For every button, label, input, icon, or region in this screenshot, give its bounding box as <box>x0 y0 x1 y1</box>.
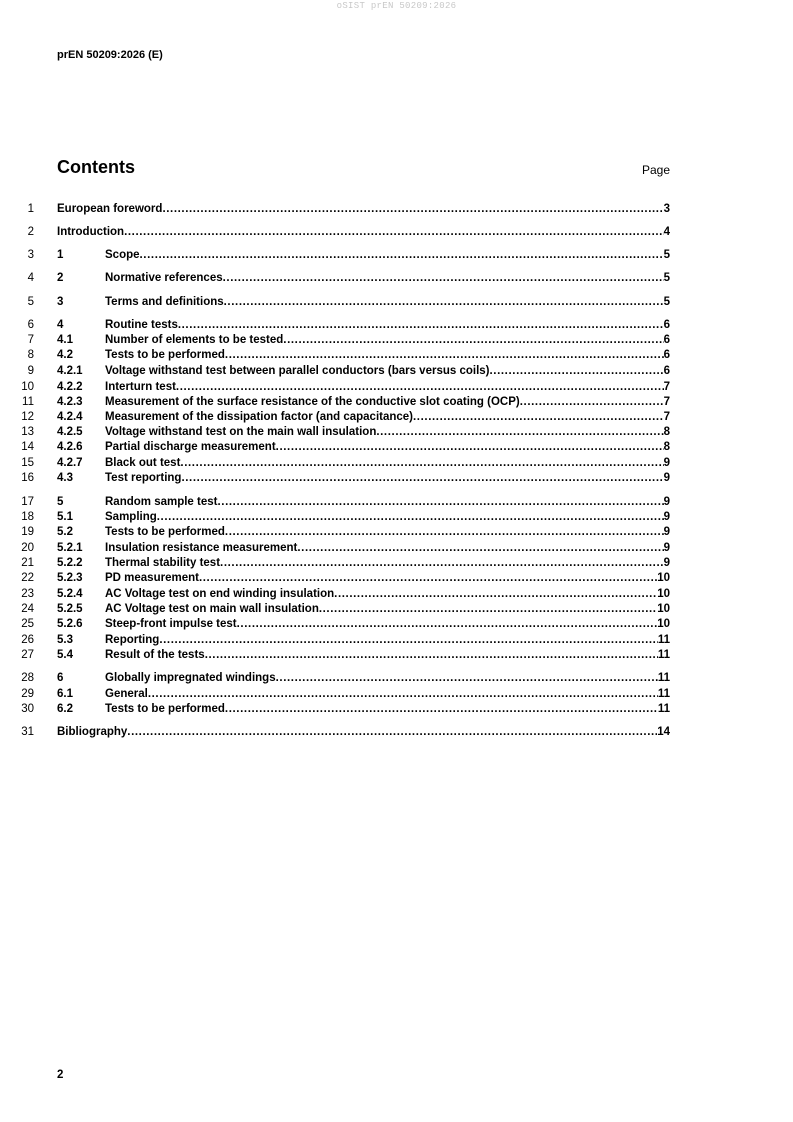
section-title: Insulation resistance measurement <box>105 542 298 554</box>
dot-leader <box>376 425 663 439</box>
section-title: Routine tests <box>105 319 178 331</box>
toc-entry[interactable] <box>0 556 793 570</box>
dot-leader <box>490 364 664 378</box>
dot-leader <box>225 525 664 539</box>
dot-leader <box>413 410 664 424</box>
page-reference: 9 <box>663 542 670 554</box>
toc-entry[interactable] <box>0 295 793 309</box>
page-reference: 7 <box>663 381 670 393</box>
page-reference: 11 <box>657 688 670 700</box>
section-title: Bibliography <box>57 726 128 738</box>
page-reference: 11 <box>657 634 670 646</box>
page-reference: 9 <box>663 472 670 484</box>
dot-leader <box>223 271 664 285</box>
section-number: 4.2.7 <box>57 457 83 469</box>
contents-heading: Contents <box>57 157 135 177</box>
section-number: 4.2.5 <box>57 426 83 438</box>
page-reference: 7 <box>663 396 670 408</box>
line-number: 3 <box>27 249 34 261</box>
page-reference: 10 <box>657 618 670 630</box>
dot-leader <box>162 202 663 216</box>
section-title: Measurement of the surface resistance of the conductive slot coating (OCP) <box>105 396 520 408</box>
toc-entry[interactable] <box>0 440 793 454</box>
toc-entry[interactable] <box>0 425 793 439</box>
line-number: 27 <box>21 649 34 661</box>
dot-leader <box>199 571 657 585</box>
section-number: 4.1 <box>57 334 73 346</box>
line-number: 21 <box>21 557 34 569</box>
section-number: 5.2.5 <box>57 603 83 615</box>
dot-leader <box>283 333 663 347</box>
dot-leader <box>297 541 663 555</box>
dot-leader <box>319 602 657 616</box>
section-number: 6.2 <box>57 703 73 715</box>
dot-leader <box>520 395 664 409</box>
line-number: 20 <box>21 542 34 554</box>
page-reference: 11 <box>657 649 670 661</box>
dot-leader <box>140 248 664 262</box>
section-number: 6 <box>57 672 64 684</box>
dot-leader <box>124 225 664 239</box>
toc-entry[interactable] <box>0 525 793 539</box>
section-number: 4.2.1 <box>57 365 83 377</box>
page-reference: 11 <box>657 703 670 715</box>
section-number: 4.2 <box>57 349 73 361</box>
line-number: 9 <box>27 365 34 377</box>
page-reference: 5 <box>663 249 670 261</box>
document-id: prEN 50209:2026 (E) <box>57 49 163 61</box>
page-reference: 9 <box>663 557 670 569</box>
line-number: 29 <box>21 688 34 700</box>
dot-leader <box>237 617 658 631</box>
line-number: 7 <box>27 334 34 346</box>
page-reference: 9 <box>663 526 670 538</box>
toc-entry[interactable] <box>0 333 793 347</box>
section-title: Interturn test <box>105 381 176 393</box>
toc-entry[interactable] <box>0 364 793 378</box>
page-reference: 5 <box>663 296 670 308</box>
section-number: 4.2.3 <box>57 396 83 408</box>
page-reference: 10 <box>657 572 670 584</box>
page-reference: 9 <box>663 496 670 508</box>
section-title: Black out test <box>105 457 181 469</box>
line-number: 17 <box>21 496 34 508</box>
toc-entry[interactable] <box>0 602 793 616</box>
section-number: 5.2.2 <box>57 557 83 569</box>
page-number: 2 <box>57 1069 64 1081</box>
page-reference: 11 <box>657 672 670 684</box>
page-column-label: Page <box>641 163 670 177</box>
dot-leader <box>180 456 663 470</box>
dot-leader <box>224 295 664 309</box>
section-number: 4.2.6 <box>57 441 83 453</box>
section-title: Partial discharge measurement <box>105 441 276 453</box>
section-title: PD measurement <box>105 572 199 584</box>
line-number: 14 <box>21 441 34 453</box>
line-number: 8 <box>27 349 34 361</box>
line-number: 6 <box>27 319 34 331</box>
toc-entry[interactable] <box>0 471 793 485</box>
dot-leader <box>225 702 658 716</box>
section-number: 4.2.4 <box>57 411 83 423</box>
line-number: 26 <box>21 634 34 646</box>
dot-leader <box>127 725 657 739</box>
toc-entry[interactable] <box>0 495 793 509</box>
section-number: 4.3 <box>57 472 73 484</box>
line-number: 25 <box>21 618 34 630</box>
toc-entry[interactable] <box>0 380 793 394</box>
section-number: 5.4 <box>57 649 73 661</box>
line-number: 31 <box>21 726 34 738</box>
section-title: Measurement of the dissipation factor (and capacitance) <box>105 411 414 423</box>
toc-entry[interactable] <box>0 248 793 262</box>
section-number: 2 <box>57 272 64 284</box>
page-reference: 8 <box>663 441 670 453</box>
section-title: Sampling <box>105 511 157 523</box>
section-number: 5.2.6 <box>57 618 83 630</box>
dot-leader <box>181 471 663 485</box>
page-reference: 9 <box>663 511 670 523</box>
dot-leader <box>178 318 664 332</box>
section-title: Voltage withstand test between parallel conductors (bars versus coils) <box>105 365 490 377</box>
toc-entry[interactable] <box>0 541 793 555</box>
line-number: 16 <box>21 472 34 484</box>
section-title: AC Voltage test on end winding insulation <box>105 588 335 600</box>
section-number: 4 <box>57 319 64 331</box>
toc-entry[interactable] <box>0 318 793 332</box>
dot-leader <box>176 380 664 394</box>
line-number: 22 <box>21 572 34 584</box>
dot-leader <box>276 671 658 685</box>
dot-leader <box>334 587 657 601</box>
line-number: 24 <box>21 603 34 615</box>
toc-entry[interactable] <box>0 225 793 239</box>
toc-entry[interactable] <box>0 410 793 424</box>
toc-entry[interactable] <box>0 587 793 601</box>
toc-entry[interactable] <box>0 456 793 470</box>
page-reference: 10 <box>657 588 670 600</box>
toc-entry[interactable] <box>0 395 793 409</box>
dot-leader <box>159 633 658 647</box>
page-reference: 6 <box>663 334 670 346</box>
section-title: Tests to be performed <box>105 703 225 715</box>
page-reference: 9 <box>663 457 670 469</box>
page-reference: 3 <box>663 203 670 215</box>
section-title: Tests to be performed <box>105 526 225 538</box>
section-number: 3 <box>57 296 64 308</box>
toc-entry[interactable] <box>0 348 793 362</box>
section-title: Terms and definitions <box>105 296 224 308</box>
line-number: 13 <box>21 426 34 438</box>
section-title: Globally impregnated windings <box>105 672 276 684</box>
page-reference: 6 <box>663 349 670 361</box>
section-number: 5 <box>57 496 64 508</box>
section-number: 5.3 <box>57 634 73 646</box>
section-title: Random sample test <box>105 496 218 508</box>
section-title: Steep-front impulse test <box>105 618 237 630</box>
line-number: 1 <box>27 203 34 215</box>
line-number: 5 <box>27 296 34 308</box>
toc-entry[interactable] <box>0 671 793 685</box>
section-number: 5.2 <box>57 526 73 538</box>
section-title: Thermal stability test <box>105 557 221 569</box>
line-number: 11 <box>22 396 34 408</box>
section-number: 5.2.3 <box>57 572 83 584</box>
line-number: 10 <box>21 381 34 393</box>
toc-entry[interactable] <box>0 725 793 739</box>
page-reference: 14 <box>657 726 670 738</box>
section-title: General <box>105 688 148 700</box>
page-reference: 10 <box>657 603 670 615</box>
line-number: 18 <box>21 511 34 523</box>
section-number: 1 <box>57 249 64 261</box>
line-number: 23 <box>21 588 34 600</box>
dot-leader <box>157 510 664 524</box>
dot-leader <box>220 556 664 570</box>
section-title: Test reporting <box>105 472 182 484</box>
section-number: 6.1 <box>57 688 73 700</box>
dot-leader <box>205 648 658 662</box>
section-title: Tests to be performed <box>105 349 225 361</box>
toc-entry[interactable] <box>0 648 793 662</box>
section-title: Normative references <box>105 272 223 284</box>
toc-entry[interactable] <box>0 617 793 631</box>
toc-entry[interactable] <box>0 687 793 701</box>
page-reference: 6 <box>663 319 670 331</box>
dot-leader <box>148 687 658 701</box>
line-number: 2 <box>27 226 34 238</box>
section-title: Scope <box>105 249 140 261</box>
section-title: AC Voltage test on main wall insulation <box>105 603 319 615</box>
dot-leader <box>217 495 663 509</box>
dot-leader <box>276 440 664 454</box>
dot-leader <box>225 348 664 362</box>
watermark: oSIST prEN 50209:2026 <box>336 1 457 11</box>
section-title: European foreword <box>57 203 163 215</box>
page-reference: 5 <box>663 272 670 284</box>
toc-entry[interactable] <box>0 633 793 647</box>
page-reference: 7 <box>663 411 670 423</box>
section-number: 4.2.2 <box>57 381 83 393</box>
line-number: 30 <box>21 703 34 715</box>
toc-entry[interactable] <box>0 202 793 216</box>
section-number: 5.2.4 <box>57 588 83 600</box>
section-title: Result of the tests <box>105 649 205 661</box>
section-number: 5.2.1 <box>57 542 83 554</box>
section-title: Voltage withstand test on the main wall insulation <box>105 426 377 438</box>
toc-entry[interactable] <box>0 510 793 524</box>
line-number: 4 <box>27 272 34 284</box>
line-number: 12 <box>21 411 34 423</box>
section-title: Number of elements to be tested <box>105 334 284 346</box>
line-number: 19 <box>21 526 34 538</box>
line-number: 28 <box>21 672 34 684</box>
page-reference: 8 <box>663 426 670 438</box>
page-reference: 6 <box>663 365 670 377</box>
toc-entry[interactable] <box>0 702 793 716</box>
section-number: 5.1 <box>57 511 73 523</box>
toc-entry[interactable] <box>0 571 793 585</box>
page-reference: 4 <box>663 226 670 238</box>
toc-entry[interactable] <box>0 271 793 285</box>
line-number: 15 <box>21 457 34 469</box>
section-title: Introduction <box>57 226 125 238</box>
section-title: Reporting <box>105 634 160 646</box>
